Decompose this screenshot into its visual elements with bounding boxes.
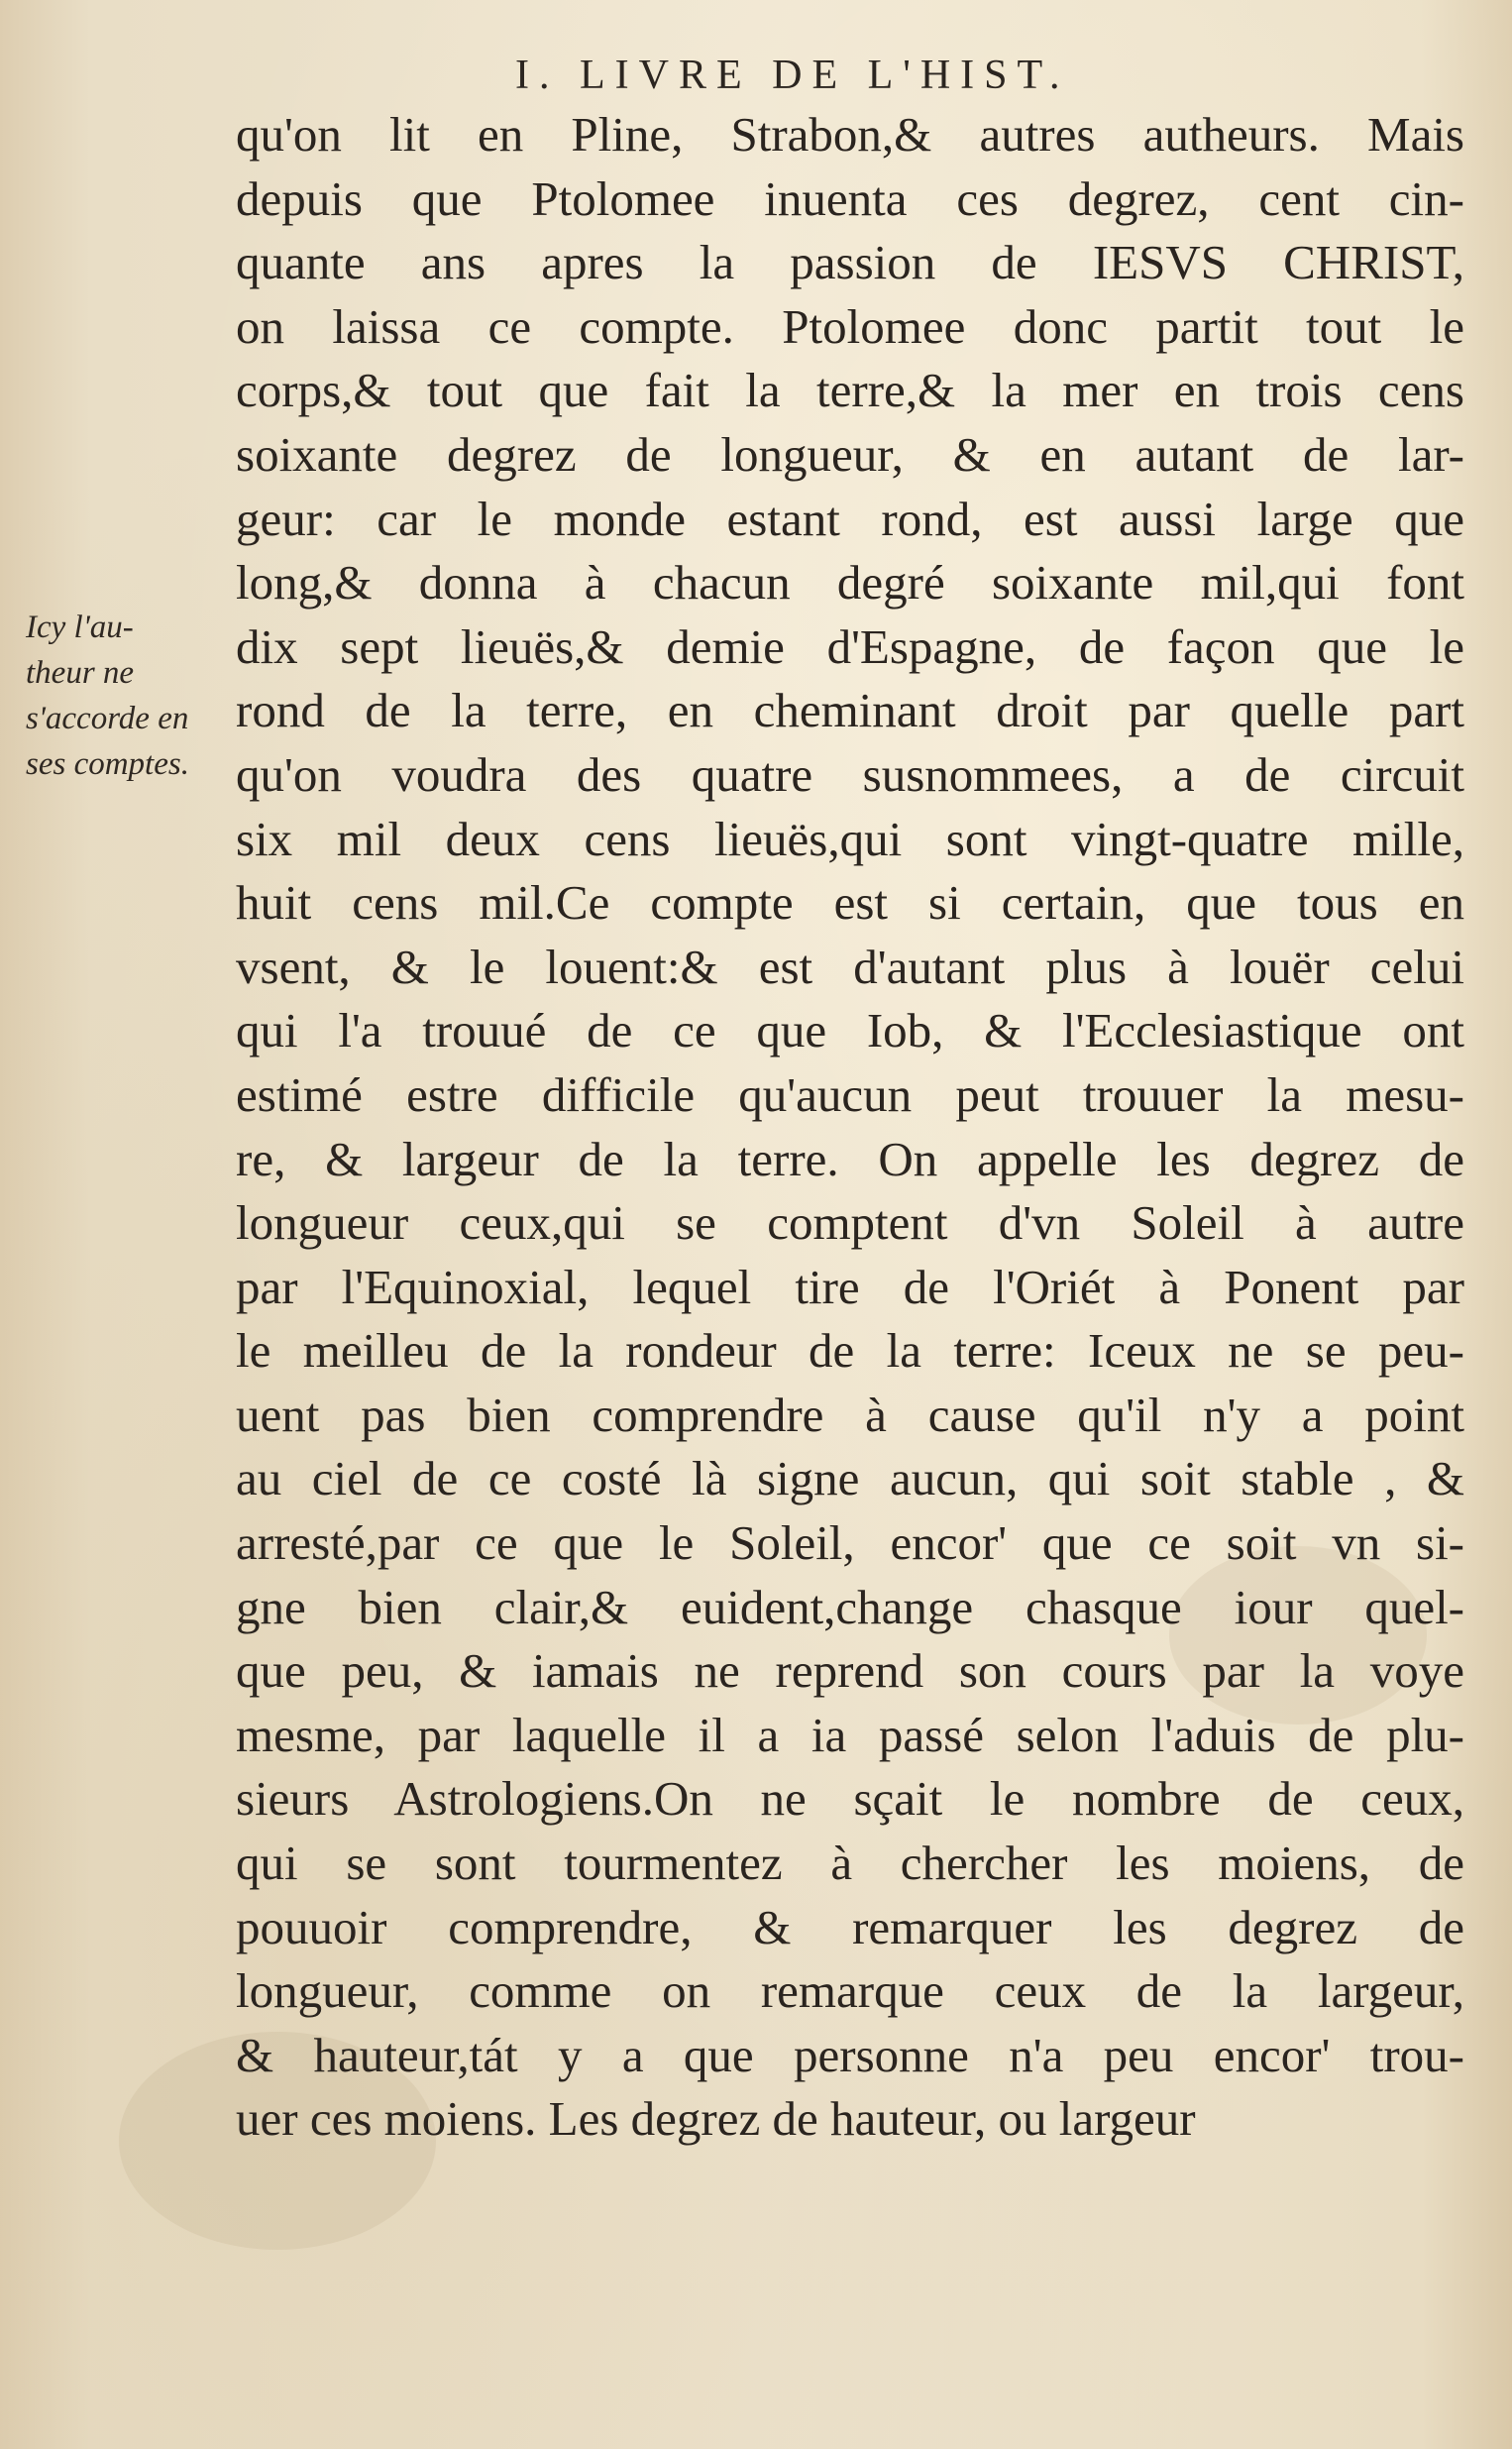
text-line: uer ces moiens. Les degrez de hauteur, ou largeur: [236, 2091, 1196, 2147]
marginal-note-line: s'accorde en: [26, 701, 189, 736]
text-line: que peu, & iamais ne reprend son cours par la voye: [236, 1643, 1464, 1699]
text-line: dix sept lieuës,& demie d'Espagne, de façon que le: [236, 618, 1464, 674]
text-line: qui l'a trouué de ce que Iob, & l'Ecclesiastique ont: [236, 1003, 1464, 1058]
text-line: au ciel de ce costé là signe aucun, qui soit stable , &: [236, 1451, 1464, 1506]
text-line: soixante degrez de longueur, & en autant de lar-: [236, 426, 1464, 482]
text-line: vsent, & le louent:& est d'autant plus à louër celui: [236, 939, 1464, 994]
text-line: & hauteur,tát y a que personne n'a peu encor' trou-: [236, 2027, 1464, 2082]
text-line: re, & largeur de la terre. On appelle les degrez de: [236, 1131, 1464, 1186]
running-head: I. LIVRE DE L'HIST.: [515, 53, 1070, 98]
text-line: huit cens mil.Ce compte est si certain, que tous en: [236, 875, 1464, 931]
text-line: pouuoir comprendre, & remarquer les degrez de: [236, 1899, 1464, 1954]
marginal-note-line: theur ne: [26, 655, 135, 691]
text-line: rond de la terre, en cheminant droit par quelle part: [236, 683, 1464, 738]
text-line: qu'on lit en Pline, Strabon,& autres autheurs. Mais: [236, 107, 1464, 162]
body-text: [236, 103, 1464, 2152]
text-line: qui se sont tourmentez à chercher les moiens, de: [236, 1836, 1464, 1891]
text-line: sieurs Astrologiens.On ne sçait le nombre de ceux,: [236, 1771, 1464, 1827]
text-line: mesme, par laquelle il a ia passé selon l'aduis de plu-: [236, 1707, 1464, 1762]
text-line: long,& donna à chacun degré soixante mil,qui font: [236, 555, 1464, 611]
text-line: on laissa ce compte. Ptolomee donc partit tout le: [236, 298, 1464, 354]
text-line: geur: car le monde estant rond, est aussi large que: [236, 491, 1464, 546]
text-line: gne bien clair,& euident,change chasque iour quel-: [236, 1579, 1464, 1634]
text-line: six mil deux cens lieuës,qui sont vingt-quatre mille,: [236, 811, 1464, 866]
marginal-note-line: Icy l'au-: [26, 610, 134, 645]
text-line: le meilleu de la rondeur de la terre: Iceux ne se peu-: [236, 1323, 1464, 1379]
text-line: longueur, comme on remarque ceux de la largeur,: [236, 1963, 1464, 2019]
marginal-note-line: ses comptes.: [26, 746, 189, 782]
text-line: par l'Equinoxial, lequel tire de l'Oriét à Ponent par: [236, 1259, 1464, 1314]
text-line: uent pas bien comprendre à cause qu'il n'y a point: [236, 1387, 1464, 1442]
text-line: quante ans apres la passion de IESVS CHRIST,: [236, 235, 1464, 290]
text-line: corps,& tout que fait la terre,& la mer en trois cens: [236, 363, 1464, 418]
text-line: qu'on voudra des quatre susnommees, a de circuit: [236, 746, 1464, 802]
marginal-note: [26, 605, 244, 787]
text-line: estimé estre difficile qu'aucun peut trouuer la mesu-: [236, 1066, 1464, 1122]
text-line: longueur ceux,qui se comptent d'vn Soleil à autre: [236, 1195, 1464, 1251]
text-line: depuis que Ptolomee inuenta ces degrez, cent cin-: [236, 170, 1464, 226]
text-line: arresté,par ce que le Soleil, encor' que ce soit vn si-: [236, 1515, 1464, 1571]
